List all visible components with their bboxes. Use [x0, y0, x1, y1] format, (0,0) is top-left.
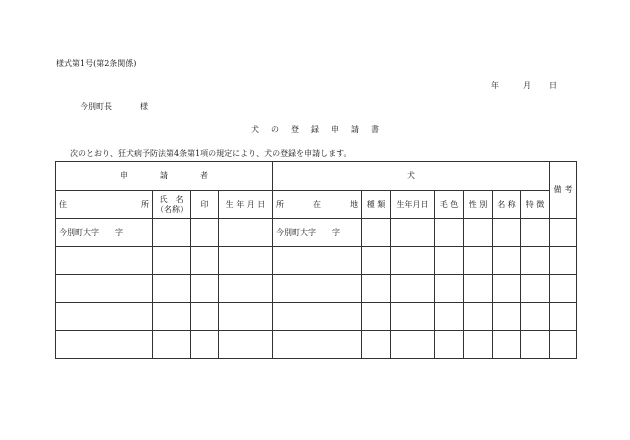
dog-sex-cell[interactable] — [464, 219, 493, 247]
dog-breed-cell[interactable] — [362, 331, 391, 359]
remarks-cell[interactable] — [550, 331, 577, 359]
title-char: 請 — [351, 125, 359, 134]
dog-name-cell[interactable] — [493, 247, 521, 275]
dog-breed-cell[interactable] — [362, 247, 391, 275]
applicant-address-cell[interactable]: 今別町大字 字 — [56, 219, 153, 247]
dog-name-cell[interactable] — [493, 219, 521, 247]
applicant-name-cell[interactable] — [153, 275, 191, 303]
dog-breed-cell[interactable] — [362, 303, 391, 331]
applicant-address-cell[interactable] — [56, 303, 153, 331]
table-row — [56, 331, 577, 359]
dog-sex-cell[interactable] — [464, 247, 493, 275]
dog-birth-cell[interactable] — [391, 331, 435, 359]
title-char: 犬 — [251, 125, 259, 134]
col-dog-birth: 生年月日 — [391, 191, 435, 219]
dog-birth-cell[interactable] — [391, 247, 435, 275]
date-year: 年 — [491, 81, 499, 90]
seal-cell[interactable] — [191, 275, 219, 303]
applicant-birth-cell[interactable] — [219, 247, 273, 275]
date-day: 日 — [549, 81, 557, 90]
dog-location-cell[interactable] — [273, 275, 362, 303]
dog-sex-cell[interactable] — [464, 331, 493, 359]
applicant-name-cell[interactable] — [153, 247, 191, 275]
table-row — [56, 303, 577, 331]
dog-name-cell[interactable] — [493, 303, 521, 331]
dog-coat-cell[interactable] — [435, 275, 464, 303]
col-dog-coat: 毛 色 — [435, 191, 464, 219]
date-line — [491, 81, 557, 91]
addressee-name: 今別町長 — [80, 102, 112, 111]
dog-coat-cell[interactable] — [435, 303, 464, 331]
remarks-cell[interactable] — [550, 303, 577, 331]
title-char: 登 — [291, 125, 299, 134]
col-dog-location: 所 在 地 — [273, 191, 362, 219]
dog-name-cell[interactable] — [493, 331, 521, 359]
dog-group-header: 犬 — [273, 162, 550, 191]
dog-features-cell[interactable] — [521, 247, 550, 275]
col-seal: 印 — [191, 191, 219, 219]
dog-coat-cell[interactable] — [435, 247, 464, 275]
applicant-name-cell[interactable] — [153, 331, 191, 359]
form-number: 様式第1号(第2条関係) — [56, 59, 137, 68]
dog-birth-cell[interactable] — [391, 275, 435, 303]
applicant-address-cell[interactable] — [56, 275, 153, 303]
dog-name-cell[interactable] — [493, 275, 521, 303]
applicant-name-cell[interactable] — [153, 219, 191, 247]
registration-table — [55, 161, 577, 359]
document-title — [0, 125, 630, 135]
dog-sex-cell[interactable] — [464, 303, 493, 331]
body-text: 次のとおり、狂犬病予防法第4条第1項の規定により、犬の登録を申請します。 — [70, 149, 352, 158]
dog-breed-cell[interactable] — [362, 275, 391, 303]
applicant-group-header: 申 請 者 — [56, 162, 273, 191]
title-char: 録 — [311, 125, 319, 134]
dog-features-cell[interactable] — [521, 331, 550, 359]
col-dog-sex: 性 別 — [464, 191, 493, 219]
seal-cell[interactable] — [191, 331, 219, 359]
addressee-honorific: 様 — [140, 102, 148, 111]
remarks-cell[interactable] — [550, 247, 577, 275]
col-dog-features: 特 徴 — [521, 191, 550, 219]
dog-location-cell[interactable] — [273, 303, 362, 331]
dog-birth-cell[interactable] — [391, 219, 435, 247]
applicant-address-cell[interactable] — [56, 331, 153, 359]
applicant-birth-cell[interactable] — [219, 275, 273, 303]
col-dog-name: 名 称 — [493, 191, 521, 219]
applicant-birth-cell[interactable] — [219, 303, 273, 331]
dog-location-cell[interactable]: 今別町大字 字 — [273, 219, 362, 247]
dog-features-cell[interactable] — [521, 275, 550, 303]
col-applicant-address: 住 所 — [56, 191, 153, 219]
seal-cell[interactable] — [191, 303, 219, 331]
dog-sex-cell[interactable] — [464, 275, 493, 303]
table-row — [56, 275, 577, 303]
remarks-cell[interactable] — [550, 219, 577, 247]
table-row — [56, 219, 577, 247]
col-dog-breed: 種 類 — [362, 191, 391, 219]
applicant-name-cell[interactable] — [153, 303, 191, 331]
col-applicant-name: 氏 名 （名称） — [153, 191, 191, 219]
title-char: の — [271, 125, 279, 134]
dog-features-cell[interactable] — [521, 303, 550, 331]
seal-cell[interactable] — [191, 247, 219, 275]
remarks-cell[interactable] — [550, 275, 577, 303]
applicant-birth-cell[interactable] — [219, 219, 273, 247]
date-month: 月 — [523, 81, 531, 90]
table-row — [56, 247, 577, 275]
dog-coat-cell[interactable] — [435, 219, 464, 247]
col-applicant-birth: 生 年 月 日 — [219, 191, 273, 219]
applicant-birth-cell[interactable] — [219, 331, 273, 359]
dog-breed-cell[interactable] — [362, 219, 391, 247]
dog-location-cell[interactable] — [273, 331, 362, 359]
title-char: 申 — [331, 125, 339, 134]
title-char: 書 — [371, 125, 379, 134]
dog-location-cell[interactable] — [273, 247, 362, 275]
addressee — [80, 102, 148, 112]
applicant-address-cell[interactable] — [56, 247, 153, 275]
seal-cell[interactable] — [191, 219, 219, 247]
remarks-header: 備 考 — [550, 162, 577, 219]
dog-birth-cell[interactable] — [391, 303, 435, 331]
dog-features-cell[interactable] — [521, 219, 550, 247]
dog-coat-cell[interactable] — [435, 331, 464, 359]
